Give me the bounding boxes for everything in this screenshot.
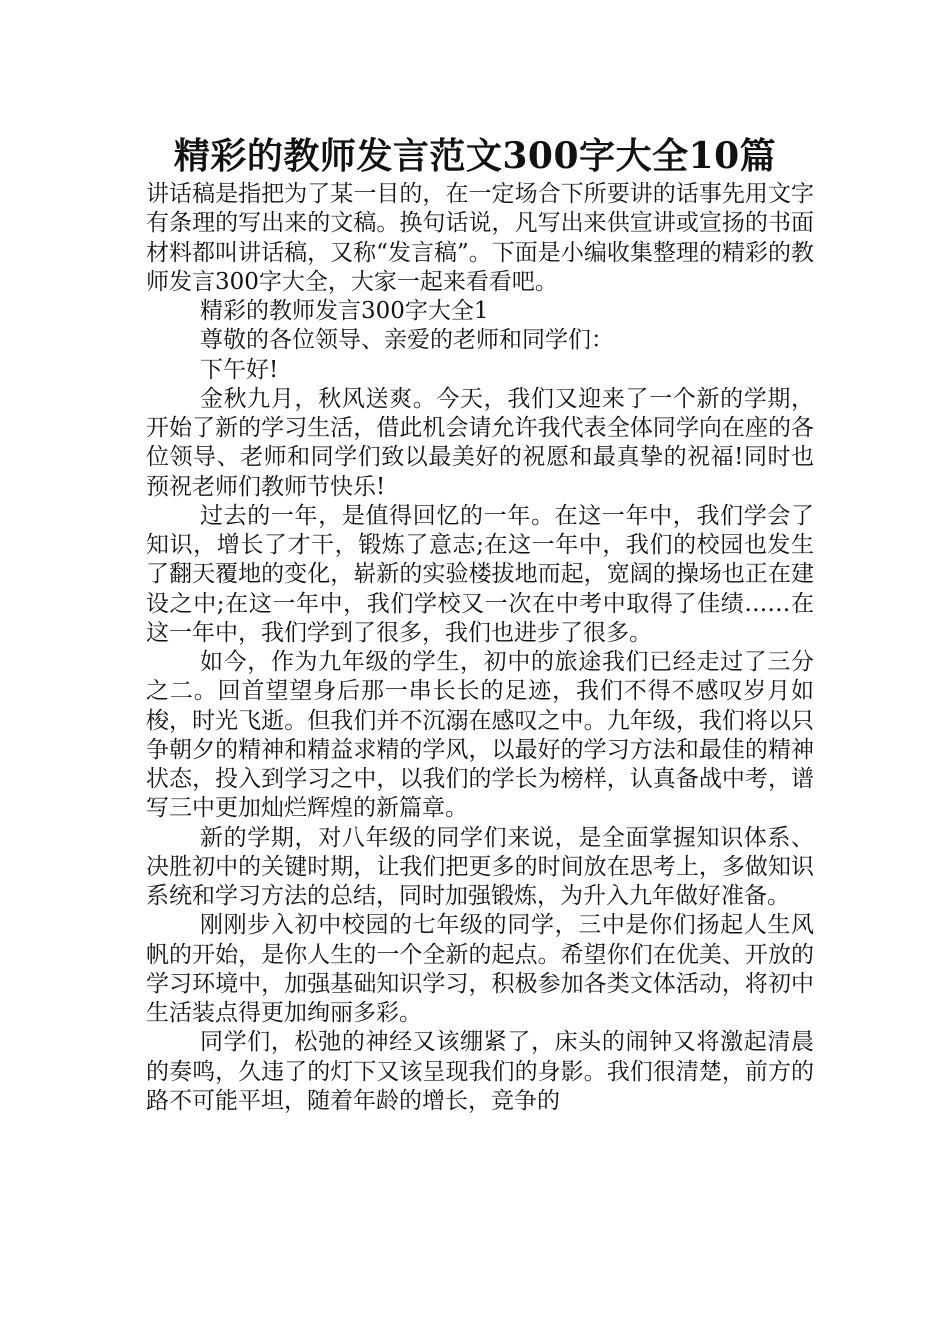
- body-paragraph: 如今，作为九年级的学生，初中的旅途我们已经走过了三分之二。回首望望身后那一串长长的足迹，我们不得不感叹岁月如梭，时光飞逝。但我们并不沉溺在感叹之中。九年级，我们将以只争朝夕的精神和精益求精的学风，以最好的学习方法和最佳的精神状态，投入到学习之中，以我们的学长为榜样，认真备战中考，谱写三中更加灿烂辉煌的新篇章。: [146, 649, 814, 822]
- document-title: 精彩的教师发言范文300字大全10篇: [173, 135, 777, 177]
- section-heading: 精彩的教师发言300字大全1: [200, 298, 489, 324]
- document-page: [146, 132, 814, 1116]
- body-paragraph: 同学们，松弛的神经又该绷紧了，床头的闹钟又将激起清晨的奏鸣，久违了的灯下又该呈现我们的身影。我们很清楚，前方的路不可能平坦，随着年龄的增长，竞争的: [146, 1029, 814, 1114]
- body-paragraph: 过去的一年，是值得回忆的一年。在这一年中，我们学会了知识，增长了才干，锻炼了意志;在这一年中，我们的校园也发生了翻天覆地的变化，崭新的实验楼拔地而起，宽阔的操场也正在建设之中;在这一年中，我们学校又一次在中考中取得了佳绩……在这一年中，我们学到了很多，我们也进步了很多。: [146, 502, 814, 646]
- intro-paragraph: 讲话稿是指把为了某一目的，在一定场合下所要讲的话事先用文字有条理的写出来的文稿。换句话说，凡写出来供宣讲或宣扬的书面材料都叫讲话稿，又称“发言稿”。下面是小编收集整理的精彩的教师发言300字大全，大家一起来看看吧。: [146, 181, 814, 295]
- salutation: 尊敬的各位领导、亲爱的老师和同学们：: [200, 327, 614, 354]
- body-paragraph: 刚刚步入初中校园的七年级的同学，三中是你们扬起人生风帆的开始，是你人生的一个全新的起点。希望你们在优美、开放的学习环境中，加强基础知识学习，积极参加各类文体活动，将初中生活装点得更加绚丽多彩。: [146, 912, 814, 1026]
- greeting: 下午好!: [200, 356, 279, 383]
- body-paragraph: 金秋九月，秋风送爽。今天，我们又迎来了一个新的学期，开始了新的学习生活，借此机会请允许我代表全体同学向在座的各位领导、老师和同学们致以最美好的祝愿和最真挚的祝福!同时也预祝老师们教师节快乐!: [146, 385, 814, 500]
- document-body: [146, 180, 814, 1116]
- body-paragraph: 新的学期，对八年级的同学们来说，是全面掌握知识体系、决胜初中的关键时期，让我们把更多的时间放在思考上，多做知识系统和学习方法的总结，同时加强锻炼，为升入九年做好准备。: [146, 824, 814, 909]
